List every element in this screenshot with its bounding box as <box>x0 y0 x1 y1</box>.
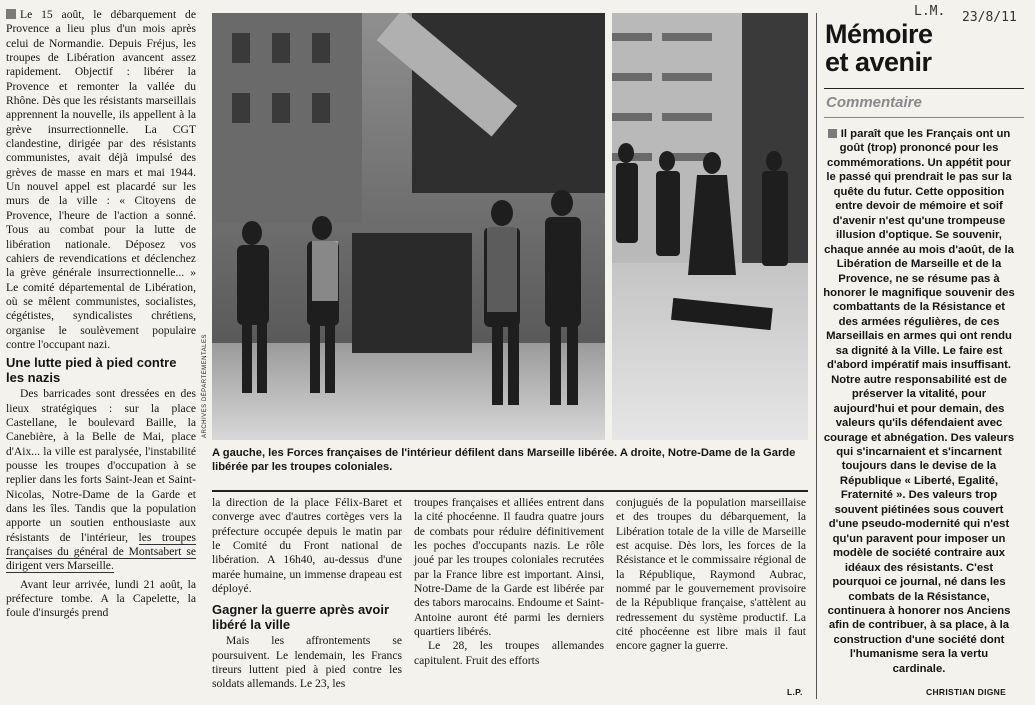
comment-author: CHRISTIAN DIGNE <box>926 687 1007 697</box>
comment-bullet-icon <box>828 129 837 138</box>
sidebar-kicker-rule <box>824 117 1024 118</box>
photo-ffi-parade-image <box>212 13 605 440</box>
liberation-paragraph: conjugués de la population marseillaise et des troupes du débarquement, la Libération totale de la ville de Marseille est acquise. Dès lors, les forces de la Résistance et le commissaire régional de la République, Raymond Aubrac, nommé par le gouvernement provisoire de la République française, s'attèlent au redressement du système productif. La cité phocéenne est libre mais il faut encore gagner la guerre. <box>616 496 806 653</box>
photo-credit: ARCHIVES DÉPARTEMENTALES <box>202 333 208 438</box>
photo-caption: A gauche, les Forces françaises de l'intérieur défilent dans Marseille libérée. A droite, Notre-Dame de la Garde libérée par les troupes coloniales. <box>212 447 796 473</box>
sidebar-kicker: Commentaire <box>826 94 922 111</box>
photo-ffi-parade <box>212 13 605 440</box>
article-column-4 <box>616 496 806 654</box>
handwritten-initials: L.M. <box>914 4 946 19</box>
troupes-paragraph: troupes françaises et alliées entrent dans la cité phocéenne. Il faudra quatre jours de combats pour réduire définitivement les poches d'occupants nazis. Le rôle joué par les troupes coloniales recrutées par la France libre est important. Ainsi, Notre-Dame de la Garde est libérée par des tabors marocains. Endoume et Saint-Antoine auront été parmi les derniers quartiers libérés. <box>414 496 604 639</box>
sidebar-title-rule <box>824 88 1024 89</box>
capitulation-paragraph: Le 28, les troupes allemandes capitulent. Fruit des efforts <box>414 639 604 667</box>
barricades-paragraph: Des barricades sont dressées en des lieux stratégiques : sur la place Castellane, le boulevard Baille, la Canebière, à la Belle de Mai, place d'Aix... la ville est paralysée, l'instabilité pousse les troupes d'occupation à se replier dans les forts Saint-Jean et Saint-Nicolas, Notre-Dame de la Garde et dans les îles. Tandis que la population apporte un soutien enthousiaste aux résistants de l'intérieur, les troupes françaises du général de Montsabert se dirigent vers Marseille. <box>6 387 196 573</box>
prefecture-paragraph: Avant leur arrivée, lundi 21 août, la préfecture tombe. A la Capelette, la foule d'insurgés prend <box>6 577 196 620</box>
photo-notre-dame-garde-image <box>612 13 808 440</box>
intro-paragraph: Le 15 août, le débarquement de Provence a lieu plus d'un mois après celui de Normandie. Depuis Fréjus, les troupes de Libération avancent assez rapidement. Objectif : libérer la Provence et remonter la vallée du Rhône. Dès que les résistants marseillais apprennent la nouvelle, ils appellent à la grève insurrectionnelle. La CGT clandestine, dirigée par des résistants communistes, avait déjà impulsé des grèves de masse en mars et mai 1944. Un nouvel appel est placardé sur les murs de la ville : « Citoyens de Provence, l'heure de l'action a sonné. Tous au combat pour la lutte de libération nationale. Déposez vos cahiers de revendications et déclenchez la grève générale insurrectionnelle... » Le comité départemental de Libération, où se mêlent communistes, socialistes, cégétistes, syndicalistes chrétiens, organise le soulèvement populaire contre l'occupant nazi. <box>6 8 196 351</box>
article-column-1 <box>6 8 196 621</box>
affrontements-paragraph: Mais les affrontements se poursuivent. Le lendemain, les Francs tireurs luttent pied à pied contre les soldats allemands. Le 23, les <box>212 634 402 691</box>
subheading-gagner: Gagner la guerre après avoir libéré la ville <box>212 602 390 633</box>
paragraph-bullet-icon <box>6 9 16 19</box>
photo-notre-dame-garde <box>612 13 808 440</box>
underlined-text: les troupes françaises du général de Montsabert se dirigent vers Marseille. <box>6 530 196 573</box>
article-column-3 <box>414 496 604 668</box>
handwritten-date: 23/8/11 <box>962 10 1017 25</box>
section-divider <box>212 490 808 492</box>
sidebar-title: Mémoire et avenir <box>825 19 933 77</box>
subheading-lutte: Une lutte pied à pied contre les nazis <box>6 355 177 386</box>
article-signature: L.P. <box>787 687 803 697</box>
sidebar-divider <box>816 13 817 699</box>
article-column-2 <box>212 496 402 692</box>
prefecture-continued-paragraph: la direction de la place Félix-Baret et converge avec d'autres cortèges vers la préfecture occupée depuis le matin par le Comité du Front national de libération. A 16h40, au-dessus d'une marée humaine, un immense drapeau est déployé. <box>212 496 402 596</box>
editorial-comment: Il paraît que les Français ont un goût (trop) prononcé pour les commémorations. Un appétit pour le passé qui prendrait le pas sur la quête du futur. Cette opposition entre devoir de mémoire et soif d'avenir n'est qu'une trompeuse illusion d'optique. Se souvenir, chaque année au mois d'août, de la Libération de Marseille et de la Provence, ne se résume pas à honorer le magnifique souvenir des combattants de la Résistance et des armées régulières, de ces Marseillais en armes qui ont rendu sa dignité à la Ville. Le faire est d'abord impératif mais insuffisant. Notre autre responsabilité est de préserver la vitalité, pour aujourd'hui et pour demain, des valeurs qu'ils défendaient avec courage et abnégation. Des valeurs qui s'incarnaient et s'incarnent toujours dans le devise de la République « Liberté, Egalité, Fraternité ». Des valeurs trop souvent piétinées sous couvert d'une pseudo-modernité qui n'est qu'un paravent pour imposer un modèle de société contraire aux idéaux des résistants. C'est pourquoi ce journal, né dans les combats de la Résistance, continuera à honorer nos Anciens afin de contribuer, à sa place, à la construction d'une société dont l'humanisme sera la vertu cardinale. <box>823 128 1015 675</box>
